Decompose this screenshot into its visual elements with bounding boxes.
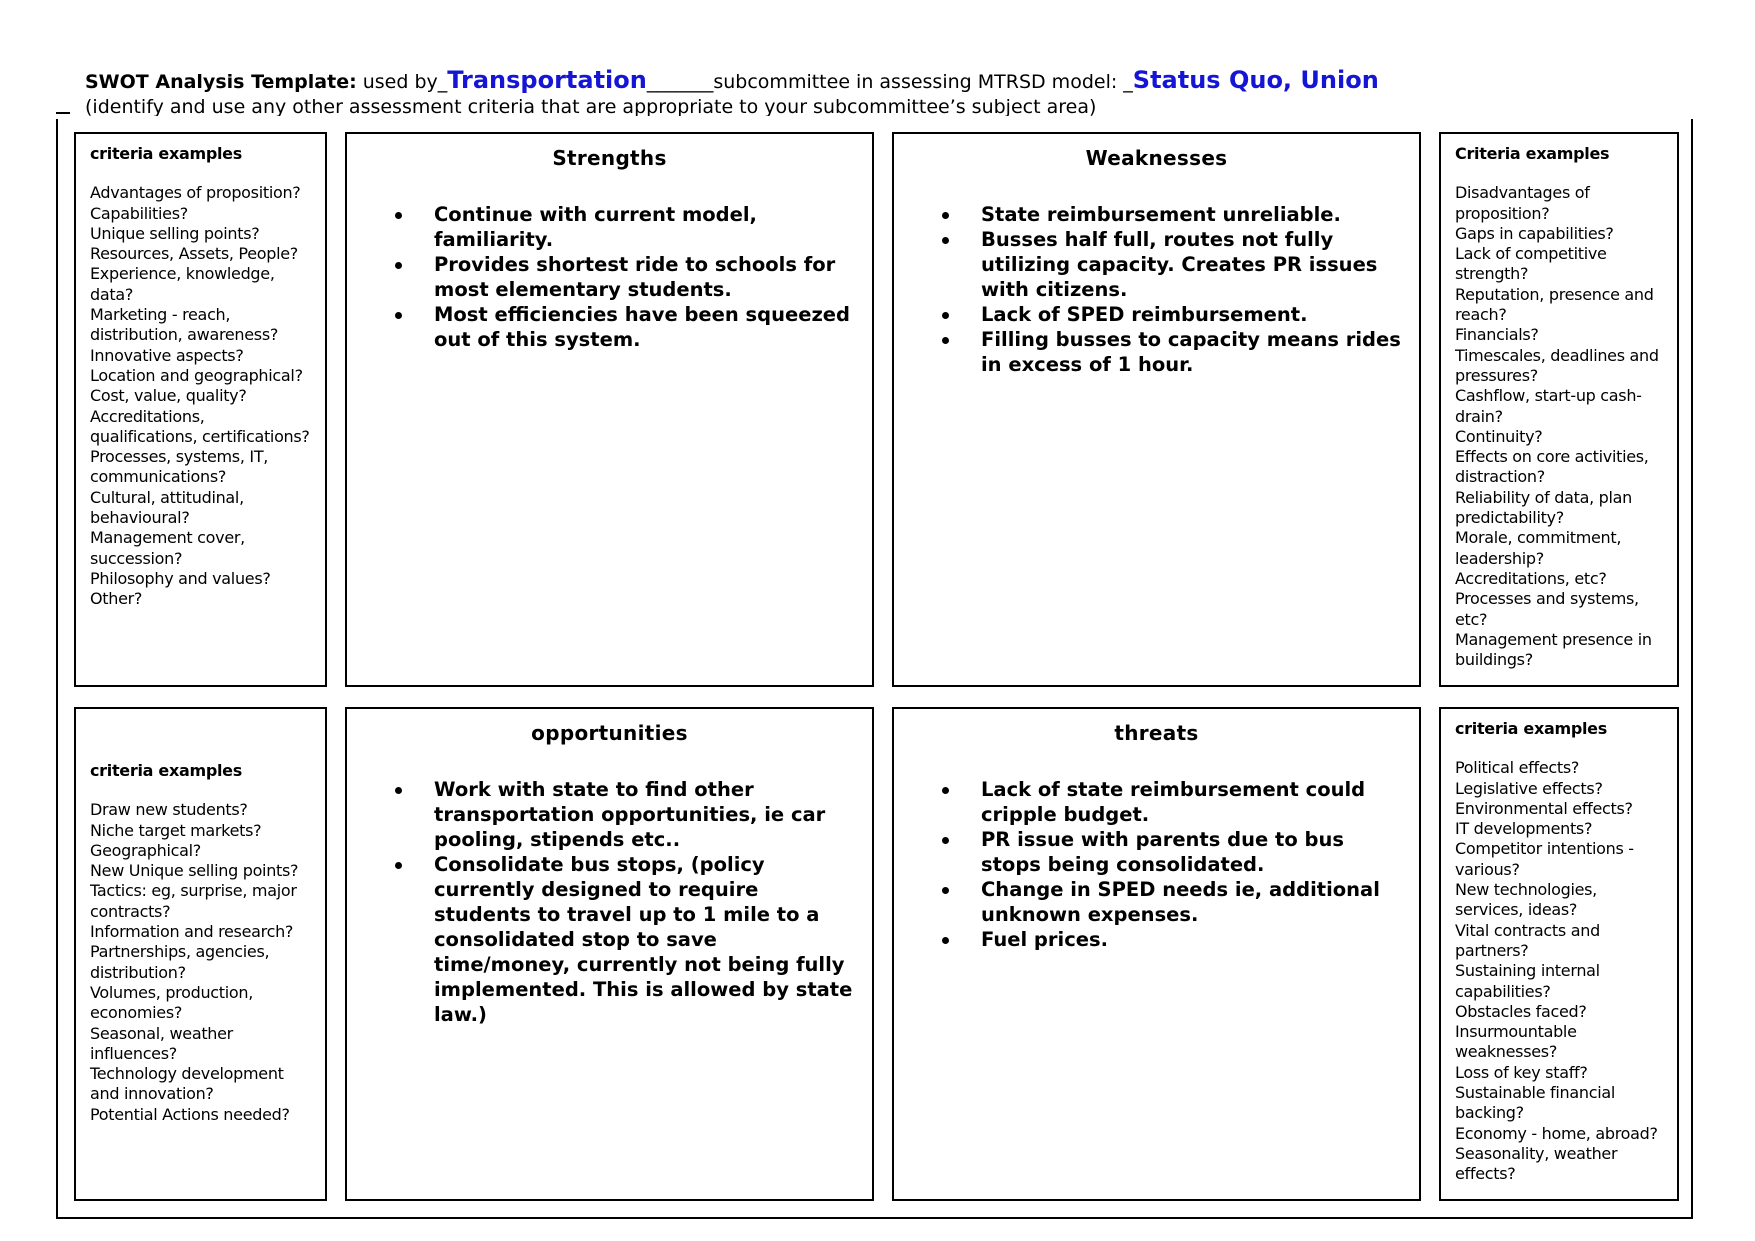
criteria-list (90, 183, 315, 609)
template-title: SWOT Analysis Template: (85, 71, 357, 93)
criteria-item: Cost, value, quality? (90, 386, 247, 406)
bullet-icon (395, 212, 402, 219)
bullet-icon (942, 837, 949, 844)
criteria-item: Management cover, succession? (90, 528, 245, 568)
opportunities-box (345, 707, 874, 1201)
criteria-item: Management presence in buildings? (1455, 629, 1652, 670)
bullet-icon (942, 337, 949, 344)
swot-item-text: Continue with current model, familiarity. (434, 203, 757, 251)
criteria-item: Accreditations, etc? (1455, 568, 1607, 588)
criteria-item: Insurmountable weaknesses? (1455, 1022, 1577, 1062)
criteria-item: Volumes, production, economies? (90, 982, 254, 1023)
swot-item-text: Busses half full, routes not fully utilizing capacity. Creates PR issues with citizens. (981, 228, 1378, 301)
criteria-item: Experience, knowledge, data? (90, 264, 275, 304)
opportunities-title: opportunities (531, 721, 688, 745)
subcommittee-blank: _______ (646, 71, 714, 93)
threats-box (892, 707, 1421, 1201)
criteria-box-threats (1439, 707, 1679, 1201)
bullet-icon (395, 262, 402, 269)
criteria-item: Location and geographical? (90, 365, 303, 385)
swot-item-text: PR issue with parents due to bus stops being consolidated. (981, 828, 1344, 876)
criteria-item: Reliability of data, plan predictability? (1455, 487, 1633, 528)
swot-item-text: Lack of SPED reimbursement. (981, 303, 1308, 326)
frame-corner-mark (56, 112, 70, 114)
criteria-title: criteria examples (90, 144, 242, 163)
swot-bullet-item (347, 852, 858, 1027)
criteria-item: IT developments? (1455, 819, 1593, 839)
criteria-item: Accreditations, qualifications, certifications? (90, 406, 310, 446)
swot-bullet-item (347, 202, 858, 252)
criteria-item: Sustainable financial backing? (1455, 1083, 1615, 1123)
criteria-item: Legislative effects? (1455, 778, 1603, 798)
swot-bullet-item (347, 252, 858, 302)
swot-bullet-item (894, 827, 1405, 877)
swot-item-text: Consolidate bus stops, (policy currently designed to require students to travel up to 1 mile to a consolidated stop to save time/money, currently not being fully implemented. This is allowed by state law.) (434, 853, 853, 1026)
criteria-list (1455, 758, 1667, 1184)
criteria-item: Vital contracts and partners? (1455, 920, 1600, 960)
criteria-item: Financials? (1455, 325, 1539, 345)
criteria-item: Sustaining internal capabilities? (1455, 961, 1600, 1001)
model-label: subcommittee in assessing MTRSD model: _ (713, 71, 1133, 93)
criteria-item: Political effects? (1455, 758, 1580, 778)
criteria-item: Cashflow, start-up cash-drain? (1455, 386, 1642, 426)
strengths-list (347, 202, 872, 352)
strengths-title: Strengths (552, 146, 667, 170)
bullet-icon (942, 887, 949, 894)
threats-list (894, 777, 1419, 952)
criteria-item: Unique selling points? (90, 223, 260, 243)
bullet-icon (942, 237, 949, 244)
bullet-icon (395, 862, 402, 869)
strengths-box (345, 132, 874, 687)
swot-item-text: Provides shortest ride to schools for most elementary students. (434, 253, 836, 301)
criteria-item: Timescales, deadlines and pressures? (1455, 345, 1659, 385)
criteria-item: Technology development and innovation? (90, 1064, 284, 1104)
swot-item-text: Fuel prices. (981, 928, 1108, 951)
criteria-box-strengths (74, 132, 327, 687)
criteria-item: Cultural, attitudinal, behavioural? (90, 487, 244, 528)
criteria-title: criteria examples (90, 761, 242, 780)
swot-item-text: State reimbursement unreliable. (981, 203, 1341, 226)
criteria-item: Seasonality, weather effects? (1455, 1143, 1618, 1184)
criteria-item: Economy - home, abroad? (1455, 1123, 1658, 1143)
swot-bullet-item (894, 302, 1405, 327)
criteria-item: Competitor intentions - various? (1455, 839, 1634, 879)
opportunities-list (347, 777, 872, 1027)
subcommittee-value: Transportation (447, 66, 647, 94)
criteria-item: Geographical? (90, 840, 201, 860)
criteria-item: Other? (90, 589, 143, 609)
criteria-item: Obstacles faced? (1455, 1001, 1587, 1021)
criteria-item: Loss of key staff? (1455, 1062, 1588, 1082)
used-by-label: used by_ (356, 71, 448, 93)
document-header (85, 66, 1379, 94)
model-value: Status Quo, Union (1132, 66, 1379, 94)
criteria-item: Reputation, presence and reach? (1455, 284, 1654, 325)
swot-bullet-item (894, 327, 1405, 377)
criteria-list (90, 800, 315, 1125)
criteria-item: New technologies, services, ideas? (1455, 880, 1597, 920)
bullet-icon (942, 212, 949, 219)
swot-bullet-item (894, 202, 1405, 227)
bullet-icon (942, 787, 949, 794)
criteria-item: Capabilities? (90, 203, 188, 223)
swot-bullet-item (894, 227, 1405, 302)
criteria-box-weaknesses (1439, 132, 1679, 687)
swot-item-text: Most efficiencies have been squeezed out of this system. (434, 303, 850, 351)
criteria-item: Draw new students? (90, 800, 248, 820)
criteria-item: Processes, systems, IT, communications? (90, 447, 269, 487)
criteria-item: Seasonal, weather influences? (90, 1023, 233, 1063)
criteria-item: Lack of competitive strength? (1455, 244, 1607, 284)
criteria-item: Tactics: eg, surprise, major contracts? (90, 881, 297, 921)
criteria-item: Advantages of proposition? (90, 183, 301, 203)
criteria-item: New Unique selling points? (90, 861, 299, 881)
swot-item-text: Work with state to find other transportation opportunities, ie car pooling, stipends etc.. (434, 778, 826, 851)
swot-bullet-item (347, 302, 858, 352)
bullet-icon (395, 787, 402, 794)
criteria-item: Continuity? (1455, 426, 1543, 446)
instructions-line: (identify and use any other assessment criteria that are appropriate to your subcommittee’s subject area) (85, 96, 1097, 116)
criteria-item: Processes and systems, etc? (1455, 589, 1639, 629)
swot-item-text: Lack of state reimbursement could cripple budget. (981, 778, 1366, 826)
bullet-icon (395, 312, 402, 319)
swot-bullet-item (894, 777, 1405, 827)
criteria-item: Disadvantages of proposition? (1455, 183, 1590, 223)
criteria-item: Niche target markets? (90, 820, 262, 840)
criteria-item: Philosophy and values? (90, 568, 271, 588)
criteria-title: Criteria examples (1455, 144, 1610, 163)
criteria-item: Potential Actions needed? (90, 1104, 290, 1124)
weaknesses-list (894, 202, 1419, 377)
swot-item-text: Filling busses to capacity means rides in excess of 1 hour. (981, 328, 1401, 376)
criteria-box-opportunities (74, 707, 327, 1201)
threats-title: threats (1114, 721, 1199, 745)
criteria-item: Innovative aspects? (90, 345, 244, 365)
criteria-item: Environmental effects? (1455, 798, 1633, 818)
bullet-icon (942, 937, 949, 944)
criteria-item: Resources, Assets, People? (90, 244, 298, 264)
criteria-item: Partnerships, agencies, distribution? (90, 942, 270, 982)
weaknesses-box (892, 132, 1421, 687)
criteria-item: Marketing - reach, distribution, awareness? (90, 305, 279, 345)
criteria-list (1455, 183, 1667, 670)
criteria-item: Morale, commitment, leadership? (1455, 528, 1622, 568)
swot-item-text: Change in SPED needs ie, additional unknown expenses. (981, 878, 1380, 926)
criteria-item: Information and research? (90, 922, 294, 942)
criteria-title: criteria examples (1455, 719, 1607, 738)
criteria-item: Effects on core activities, distraction? (1455, 447, 1649, 487)
swot-bullet-item (894, 927, 1405, 952)
swot-bullet-item (347, 777, 858, 852)
criteria-item: Gaps in capabilities? (1455, 223, 1614, 243)
swot-bullet-item (894, 877, 1405, 927)
weaknesses-title: Weaknesses (1085, 146, 1228, 170)
bullet-icon (942, 312, 949, 319)
